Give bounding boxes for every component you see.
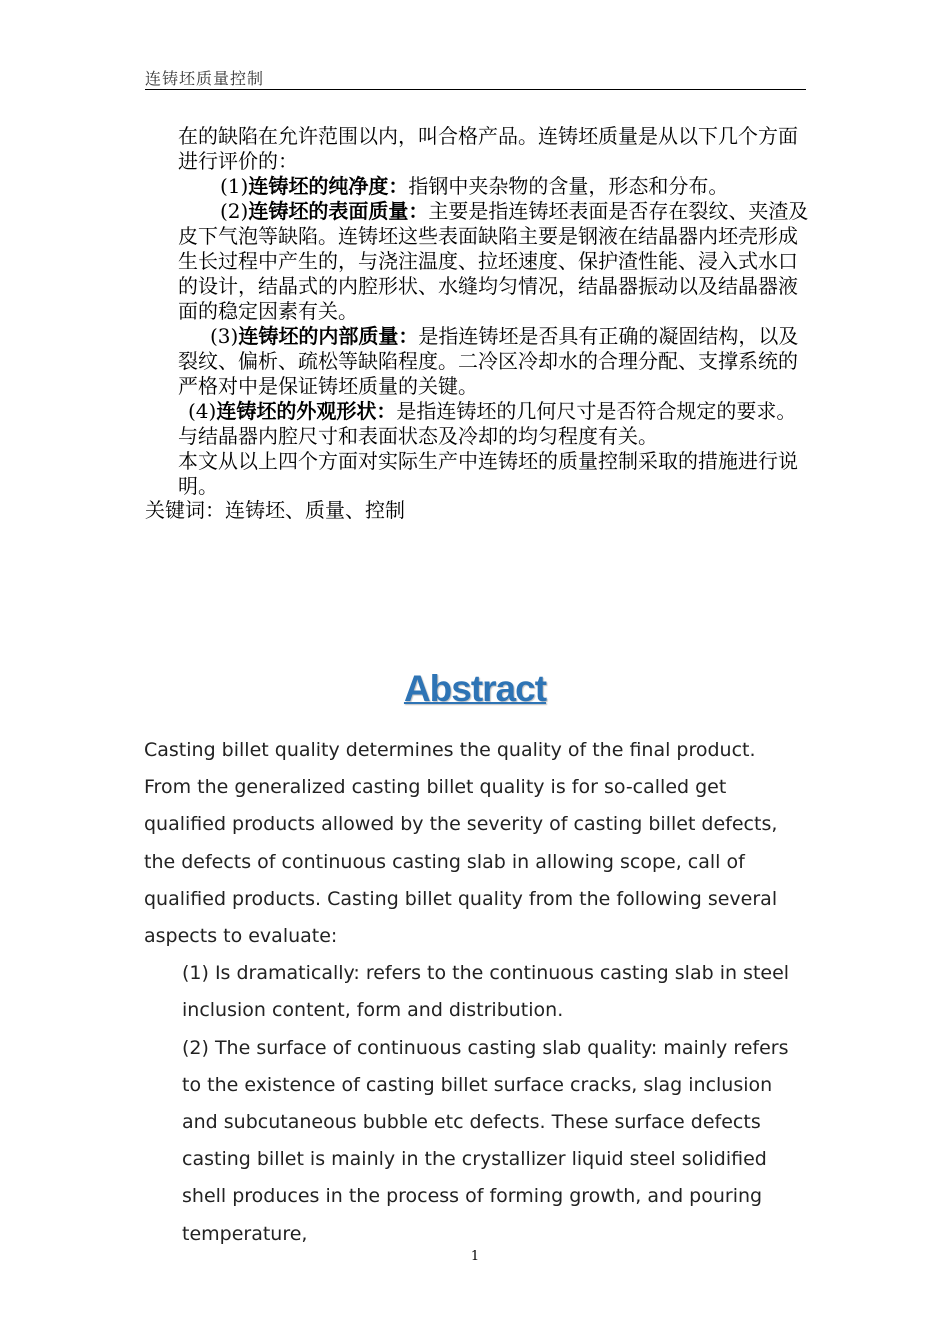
item-number: (1)	[220, 174, 249, 198]
abstract-heading: Abstract	[403, 668, 547, 709]
item-text: 是指连铸坯是否具有正确的凝固结构，以及裂纹、偏析、疏松等缺陷程度。二冷区冷却水的合理分配、支撑系统的严格对中是保证铸坯质量的关键。	[178, 324, 799, 398]
item-text: 指钢中夹杂物的含量，形态和分布。	[408, 174, 729, 198]
item-text: 主要是指连铸坯表面是否存在裂纹、夹渣及皮下气泡等缺陷。连铸坯这些表面缺陷主要是钢液在结晶器内坯壳形成生长过程中产生的，与浇注温度、拉坯速度、保护渣性能、浸入式水口的设计，结晶式的内腔形状、水缝均匀情况，结晶器振动以及结晶器液面的稳定因素有关。	[178, 199, 809, 323]
keywords-label: 关键词：	[145, 498, 225, 522]
chinese-item-4	[178, 399, 810, 449]
item-title: 连铸坯的表面质量：	[248, 199, 429, 223]
chinese-intro-paragraph: 在的缺陷在允许范围以内，叫合格产品。连铸坯质量是从以下几个方面进行评价的：	[178, 124, 798, 173]
chinese-item-3	[178, 324, 810, 399]
english-paragraph-1: Casting billet quality determines the quality of the final product. From the generalized casting billet quality is for so-called get qualified products allowed by the severity of casting billet defects, the defects of continuous casting slab in allowing scope, call of qualified products. Casting billet quality from the following several aspects to evaluate:	[144, 739, 778, 948]
item-title: 连铸坯的纯净度：	[248, 174, 409, 198]
item-number: (4)	[188, 399, 217, 423]
header-divider	[145, 89, 806, 90]
item-number: (2)	[220, 199, 249, 223]
item-title: 连铸坯的外观形状：	[216, 399, 397, 423]
item-number: (3)	[210, 324, 239, 348]
keywords-line	[145, 498, 405, 523]
english-paragraph-2: (1) Is dramatically: refers to the continuous casting slab in steel inclusion content, form and distribution.	[182, 962, 790, 1022]
chinese-item-2	[178, 199, 810, 324]
running-header-title: 连铸坯质量控制	[145, 69, 265, 88]
chinese-item-1	[220, 174, 810, 199]
page-number: 1	[470, 1249, 480, 1264]
english-abstract-body	[144, 732, 808, 1253]
english-paragraph-3: (2) The surface of continuous casting slab quality: mainly refers to the existence of casting billet surface cracks, slag inclusion and subcutaneous bubble etc defects. These surface defects casting billet is mainly in the crystallizer liquid steel solidified shell produces in the process of forming growth, and pouring temperature,	[182, 1036, 789, 1245]
chinese-closing-paragraph: 本文从以上四个方面对实际生产中连铸坯的质量控制采取的措施进行说明。	[178, 449, 798, 498]
item-title: 连铸坯的内部质量：	[238, 324, 419, 348]
keywords-value: 连铸坯、质量、控制	[225, 498, 405, 522]
item-text: 是指连铸坯的几何尺寸是否符合规定的要求。与结晶器内腔尺寸和表面状态及冷却的均匀程度有关。	[178, 399, 797, 448]
